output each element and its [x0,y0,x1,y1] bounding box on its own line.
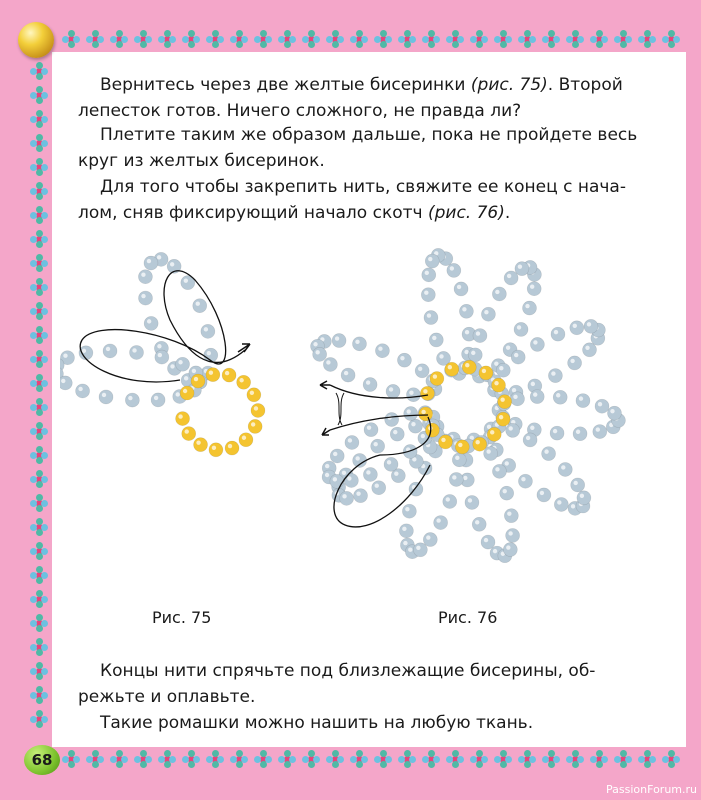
bead-flower-icon [398,750,416,768]
bead-flower-icon [662,750,680,768]
bead-flower-icon [614,30,632,48]
bead-flower-icon [182,750,200,768]
gold-ball-icon [18,22,54,58]
bead-flower-icon [30,182,48,200]
caption-fig-76: Рис. 76 [438,608,498,627]
bead-flower-icon [30,566,48,584]
bead-flower-icon [30,374,48,392]
bead-flower-icon [230,750,248,768]
bead-flower-icon [30,638,48,656]
bead-flower-icon [350,750,368,768]
bead-flower-icon [398,30,416,48]
bead-flower-icon [374,30,392,48]
bead-flower-icon [446,30,464,48]
bead-flower-icon [278,750,296,768]
bead-flower-icon [158,30,176,48]
bead-flower-icon [30,134,48,152]
bead-flower-icon [518,750,536,768]
bead-flower-icon [86,750,104,768]
bead-flower-icon [590,750,608,768]
paragraph-4: Концы нити спрячьте под близлежащие бисерины, об- режьте и оплавьте. [78,661,596,707]
bead-flower-icon [206,750,224,768]
bead-flower-icon [542,30,560,48]
bead-flower-icon [494,750,512,768]
bead-flower-icon [446,750,464,768]
bead-flower-icon [30,710,48,728]
bead-flower-icon [110,750,128,768]
bead-flower-icon [134,30,152,48]
bead-flower-icon [30,86,48,104]
paragraph-5: Такие ромашки можно нашить на любую ткань. [100,713,534,733]
bead-flower-icon [30,230,48,248]
bead-flower-icon [326,30,344,48]
bead-flower-icon [350,30,368,48]
bead-flower-icon [30,494,48,512]
bead-flower-icon [30,350,48,368]
bead-flower-icon [30,470,48,488]
bead-flower-icon [470,750,488,768]
bead-flower-icon [206,30,224,48]
paragraph-1: Вернитесь через две желтые бисеринки (рис. 75). Второй лепесток готов. Ничего сложного, не правда ли? [78,75,623,121]
bead-flower-icon [30,398,48,416]
bead-flower-icon [30,422,48,440]
bead-flower-icon [422,750,440,768]
bead-flower-icon [134,750,152,768]
bead-flower-icon [30,62,48,80]
bead-flower-icon [614,750,632,768]
figure-75 [60,240,290,480]
bead-flower-icon [30,686,48,704]
bead-flower-icon [158,750,176,768]
paragraph-2: Плетите таким же образом дальше, пока не пройдете весь круг из желтых бисеринок. [78,125,638,171]
bead-flower-icon [638,30,656,48]
bead-flower-icon [542,750,560,768]
bead-flower-icon [30,254,48,272]
bead-flower-icon [30,662,48,680]
bead-flower-icon [326,750,344,768]
bead-flower-icon [638,750,656,768]
bead-flower-icon [30,206,48,224]
bead-flower-icon [230,30,248,48]
bead-flower-icon [662,30,680,48]
bead-flower-icon [566,30,584,48]
bead-flower-icon [494,30,512,48]
bead-flower-icon [254,750,272,768]
bead-flower-icon [518,30,536,48]
bead-flower-icon [30,110,48,128]
bead-flower-icon [254,30,272,48]
figure-76 [300,225,640,585]
bead-flower-icon [566,750,584,768]
bead-flower-icon [374,750,392,768]
bead-flower-icon [30,326,48,344]
bead-flower-icon [30,614,48,632]
bead-flower-icon [30,446,48,464]
bead-flower-icon [30,302,48,320]
bead-flower-icon [302,30,320,48]
bead-flower-icon [470,30,488,48]
bead-flower-icon [110,30,128,48]
bead-flower-icon [422,30,440,48]
caption-fig-75: Рис. 75 [152,608,212,627]
bead-flower-icon [590,30,608,48]
bead-flower-icon [278,30,296,48]
paragraph-3: Для того чтобы закрепить нить, свяжите ее конец с нача- лом, сняв фиксирующий начало скотч (рис. 76). [78,177,626,223]
bead-flower-icon [302,750,320,768]
page-number: 68 [24,745,60,775]
bead-flower-icon [62,750,80,768]
bead-flower-icon [182,30,200,48]
bead-flower-icon [30,158,48,176]
watermark: PassionForum.ru [606,783,697,796]
bead-flower-icon [62,30,80,48]
bead-flower-icon [30,278,48,296]
bead-flower-icon [30,518,48,536]
bead-flower-icon [86,30,104,48]
bead-flower-icon [30,542,48,560]
bead-flower-icon [30,590,48,608]
